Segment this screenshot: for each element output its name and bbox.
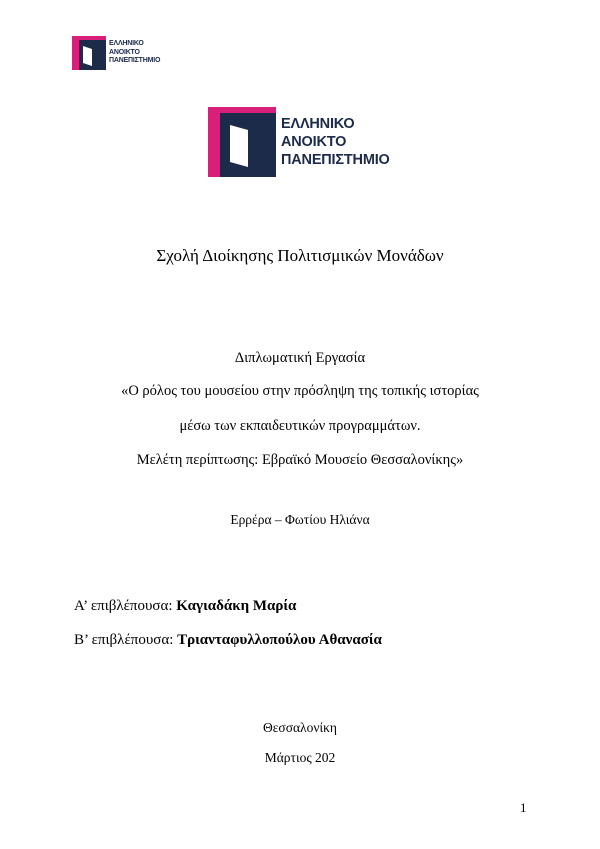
- logo-line-2: ΑΝΟΙΚΤΟ: [281, 134, 347, 150]
- supervisor-name: Τριανταφυλλοπούλου Αθανασία: [177, 632, 382, 648]
- first-supervisor: [74, 598, 296, 615]
- university-name: [109, 40, 160, 66]
- university-logo-large: [208, 107, 390, 177]
- supervisor-role: Α’ επιβλέπουσα:: [74, 598, 173, 614]
- thesis-title-line-2: μέσω των εκπαιδευτικών προγραμμάτων.: [179, 418, 421, 434]
- logo-line-3: ΠΑΝΕΠΙΣΤΗΜΙΟ: [109, 57, 161, 65]
- submission-date: Μάρτιος 202: [264, 750, 336, 765]
- supervisor-name: Καγιαδάκη Μαρία: [176, 598, 297, 614]
- school-name: Σχολή Διοίκησης Πολιτισμικών Μονάδων: [156, 246, 444, 265]
- page-number: 1: [520, 800, 527, 815]
- logo-line-1: ΕΛΛΗΝΙΚΟ: [109, 40, 144, 48]
- thesis-title-line-1: «Ο ρόλος του μουσείου στην πρόσληψη της τοπικής ιστορίας: [121, 383, 479, 399]
- second-supervisor: [74, 632, 382, 649]
- thesis-title-line-3: Μελέτη περίπτωσης: Εβραϊκό Μουσείο Θεσσαλονίκης»: [136, 452, 464, 468]
- university-name: [281, 115, 390, 169]
- author-name: Ερρέρα – Φωτίου Ηλιάνα: [230, 512, 370, 527]
- thesis-type-label: Διπλωματική Εργασία: [234, 350, 366, 366]
- city: Θεσσαλονίκη: [263, 720, 337, 735]
- university-logo-small: [72, 36, 160, 70]
- university-emblem-icon: [72, 36, 106, 70]
- supervisor-role: Β’ επιβλέπουσα:: [74, 632, 174, 648]
- logo-line-3: ΠΑΝΕΠΙΣΤΗΜΙΟ: [281, 152, 390, 168]
- logo-line-1: ΕΛΛΗΝΙΚΟ: [281, 116, 355, 132]
- university-emblem-icon: [208, 107, 276, 177]
- logo-line-2: ΑΝΟΙΚΤΟ: [109, 48, 140, 56]
